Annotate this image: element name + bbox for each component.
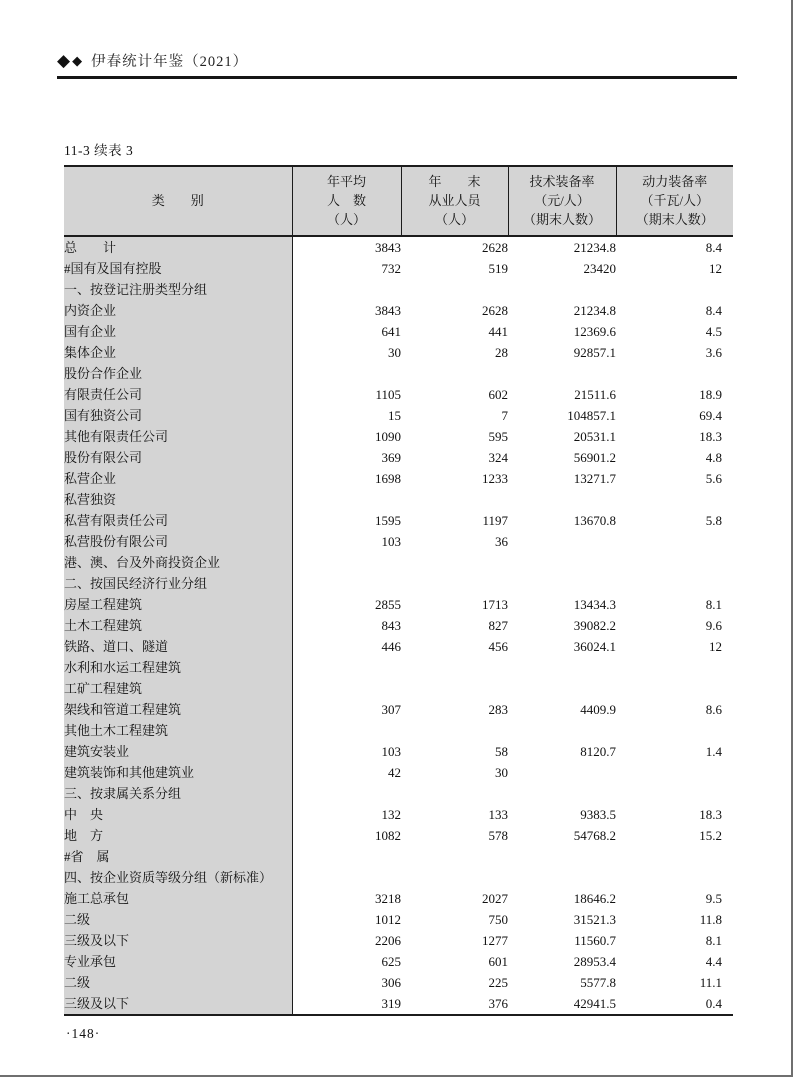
table-row xyxy=(64,888,733,909)
value-cell xyxy=(292,678,401,699)
value-cell: 30 xyxy=(388,345,401,360)
value-cell xyxy=(401,678,508,699)
value-cell: 39082.2 xyxy=(573,618,616,633)
table-row xyxy=(64,405,733,426)
header-line: （期末人数） xyxy=(522,211,601,227)
table-row xyxy=(64,825,733,846)
value-cell: 15 xyxy=(388,408,401,423)
row-label: 建筑安装业 xyxy=(64,741,292,762)
row-label: 国有独资公司 xyxy=(64,405,292,426)
value-cell: 324 xyxy=(488,450,508,465)
header-line: 动力装备率 xyxy=(642,173,708,189)
value-cell xyxy=(616,678,733,699)
value-cell: 21234.8 xyxy=(573,303,616,318)
value-cell: 446 xyxy=(381,639,401,654)
value-cell xyxy=(292,552,401,573)
header-line: （千瓦/人） xyxy=(640,192,710,208)
table-header xyxy=(64,166,733,236)
value-cell xyxy=(616,783,733,804)
row-label: 其他土木工程建筑 xyxy=(64,720,292,741)
row-label: 房屋工程建筑 xyxy=(64,594,292,615)
value-cell: 8.1 xyxy=(705,597,722,612)
value-cell: 54768.2 xyxy=(573,828,616,843)
value-cell xyxy=(616,762,733,783)
row-label: 私营独资 xyxy=(64,489,292,510)
row-label: 内资企业 xyxy=(64,300,292,321)
header-line: 年 末 xyxy=(428,173,481,189)
value-cell: 4.5 xyxy=(705,324,722,339)
table-row xyxy=(64,699,733,720)
value-cell: 5.8 xyxy=(705,513,722,528)
col-category xyxy=(64,166,292,236)
value-cell: 4.4 xyxy=(705,954,722,969)
value-cell xyxy=(292,783,401,804)
value-cell: 225 xyxy=(488,975,508,990)
value-cell xyxy=(616,363,733,384)
row-label: 土木工程建筑 xyxy=(64,615,292,636)
value-cell xyxy=(616,531,733,552)
book-header xyxy=(57,50,737,79)
col-category-label: 类 别 xyxy=(151,192,204,208)
value-cell: 36024.1 xyxy=(573,639,616,654)
value-cell xyxy=(508,531,616,552)
diamond-icon: ◆ xyxy=(57,51,71,70)
value-cell: 306 xyxy=(381,975,401,990)
value-cell xyxy=(292,657,401,678)
table-row xyxy=(64,951,733,972)
header-line: 人 数 xyxy=(326,192,366,208)
value-cell: 1090 xyxy=(375,429,401,444)
value-cell: 2628 xyxy=(482,240,508,255)
row-label: 二级 xyxy=(64,972,292,993)
value-cell: 13670.8 xyxy=(573,513,616,528)
value-cell xyxy=(292,846,401,867)
value-cell xyxy=(401,279,508,300)
value-cell xyxy=(508,783,616,804)
value-cell xyxy=(616,657,733,678)
value-cell xyxy=(292,489,401,510)
value-cell: 1595 xyxy=(375,513,401,528)
value-cell: 1698 xyxy=(375,471,401,486)
header-row xyxy=(64,166,733,236)
value-cell: 8.4 xyxy=(705,303,722,318)
col-yearend-staff xyxy=(401,166,508,236)
value-cell: 28953.4 xyxy=(573,954,616,969)
table-row xyxy=(64,930,733,951)
value-cell: 843 xyxy=(381,618,401,633)
table-row xyxy=(64,552,733,573)
value-cell: 376 xyxy=(488,996,508,1011)
col-annual-average xyxy=(292,166,401,236)
value-cell: 7 xyxy=(501,408,508,423)
row-label: #国有及国有控股 xyxy=(64,258,292,279)
table-row xyxy=(64,741,733,762)
book-title: 伊春统计年鉴（2021） xyxy=(91,54,249,70)
value-cell xyxy=(401,867,508,888)
row-label: 四、按企业资质等级分组（新标准） xyxy=(64,867,292,888)
value-cell: 18.3 xyxy=(699,807,722,822)
value-cell: 69.4 xyxy=(699,408,722,423)
table-body xyxy=(64,236,733,1015)
value-cell: 11.1 xyxy=(699,975,722,990)
table-row xyxy=(64,279,733,300)
row-label: 铁路、道口、隧道 xyxy=(64,636,292,657)
header-line: 年平均 xyxy=(326,173,366,189)
value-cell: 4.8 xyxy=(705,450,722,465)
value-cell: 8.6 xyxy=(705,702,722,717)
value-cell: 58 xyxy=(495,744,508,759)
row-label: 三级及以下 xyxy=(64,930,292,951)
value-cell: 9.5 xyxy=(705,891,722,906)
value-cell: 2206 xyxy=(375,933,401,948)
value-cell: 519 xyxy=(488,261,508,276)
value-cell xyxy=(508,678,616,699)
value-cell xyxy=(401,657,508,678)
value-cell xyxy=(292,279,401,300)
statistics-table xyxy=(64,165,733,1016)
row-label: 水利和水运工程建筑 xyxy=(64,657,292,678)
row-label: 二、按国民经济行业分组 xyxy=(64,573,292,594)
value-cell: 441 xyxy=(488,324,508,339)
row-label: 三级及以下 xyxy=(64,993,292,1015)
table-row xyxy=(64,657,733,678)
value-cell xyxy=(616,489,733,510)
row-label: 三、按隶属关系分组 xyxy=(64,783,292,804)
value-cell: 15.2 xyxy=(699,828,722,843)
value-cell: 31521.3 xyxy=(573,912,616,927)
row-label: 施工总承包 xyxy=(64,888,292,909)
value-cell xyxy=(508,867,616,888)
value-cell xyxy=(401,783,508,804)
value-cell: 12369.6 xyxy=(573,324,616,339)
value-cell xyxy=(508,552,616,573)
value-cell: 12 xyxy=(709,639,722,654)
value-cell: 56901.2 xyxy=(573,450,616,465)
value-cell xyxy=(292,867,401,888)
row-label: 二级 xyxy=(64,909,292,930)
row-label: 国有企业 xyxy=(64,321,292,342)
value-cell: 0.4 xyxy=(705,996,722,1011)
table-row xyxy=(64,300,733,321)
value-cell: 133 xyxy=(488,807,508,822)
col-tech-equipment-rate xyxy=(508,166,616,236)
header-line: （元/人） xyxy=(534,192,590,208)
value-cell xyxy=(616,573,733,594)
value-cell: 30 xyxy=(495,765,508,780)
table-row xyxy=(64,615,733,636)
value-cell: 307 xyxy=(381,702,401,717)
table-row xyxy=(64,594,733,615)
value-cell: 750 xyxy=(488,912,508,927)
value-cell: 18.9 xyxy=(699,387,722,402)
value-cell: 13434.3 xyxy=(573,597,616,612)
table-row xyxy=(64,236,733,258)
value-cell xyxy=(508,363,616,384)
value-cell xyxy=(616,279,733,300)
value-cell: 18.3 xyxy=(699,429,722,444)
value-cell: 2855 xyxy=(375,597,401,612)
table-row xyxy=(64,426,733,447)
value-cell: 8120.7 xyxy=(580,744,616,759)
header-line: （期末人数） xyxy=(635,211,714,227)
table-row xyxy=(64,783,733,804)
table-row xyxy=(64,447,733,468)
row-label: 股份有限公司 xyxy=(64,447,292,468)
row-label: 架线和管道工程建筑 xyxy=(64,699,292,720)
value-cell: 283 xyxy=(488,702,508,717)
row-label: #省 属 xyxy=(64,846,292,867)
row-label: 集体企业 xyxy=(64,342,292,363)
table-row xyxy=(64,384,733,405)
table-row xyxy=(64,489,733,510)
header-line: （人） xyxy=(326,211,366,227)
table-row xyxy=(64,573,733,594)
value-cell: 5.6 xyxy=(705,471,722,486)
value-cell: 42 xyxy=(388,765,401,780)
table-row xyxy=(64,258,733,279)
value-cell: 732 xyxy=(381,261,401,276)
value-cell: 104857.1 xyxy=(567,408,616,423)
value-cell xyxy=(508,762,616,783)
value-cell: 12 xyxy=(709,261,722,276)
value-cell xyxy=(616,867,733,888)
value-cell: 36 xyxy=(495,534,508,549)
table-row xyxy=(64,972,733,993)
value-cell: 103 xyxy=(381,534,401,549)
value-cell: 9.6 xyxy=(705,618,722,633)
value-cell: 1197 xyxy=(482,513,508,528)
value-cell xyxy=(508,279,616,300)
value-cell xyxy=(401,720,508,741)
table-row xyxy=(64,321,733,342)
value-cell: 602 xyxy=(488,387,508,402)
value-cell: 103 xyxy=(381,744,401,759)
value-cell: 369 xyxy=(381,450,401,465)
table-row xyxy=(64,762,733,783)
page-number: ·148· xyxy=(66,1026,101,1041)
value-cell xyxy=(401,846,508,867)
value-cell: 2027 xyxy=(482,891,508,906)
table-row xyxy=(64,846,733,867)
header-line: 从业人员 xyxy=(428,192,481,208)
value-cell: 2628 xyxy=(482,303,508,318)
row-label: 私营有限责任公司 xyxy=(64,510,292,531)
value-cell: 1277 xyxy=(482,933,508,948)
row-label: 一、按登记注册类型分组 xyxy=(64,279,292,300)
value-cell xyxy=(292,573,401,594)
table-row xyxy=(64,804,733,825)
row-label: 中 央 xyxy=(64,804,292,825)
row-label: 私营企业 xyxy=(64,468,292,489)
header-line: （人） xyxy=(434,211,474,227)
value-cell: 8.1 xyxy=(705,933,722,948)
row-label: 股份合作企业 xyxy=(64,363,292,384)
table-row xyxy=(64,363,733,384)
row-label: 私营股份有限公司 xyxy=(64,531,292,552)
value-cell xyxy=(401,363,508,384)
value-cell: 319 xyxy=(381,996,401,1011)
value-cell: 1105 xyxy=(375,387,401,402)
table-row xyxy=(64,720,733,741)
value-cell xyxy=(508,489,616,510)
value-cell: 625 xyxy=(381,954,401,969)
table-row xyxy=(64,531,733,552)
value-cell xyxy=(616,846,733,867)
value-cell xyxy=(401,573,508,594)
value-cell xyxy=(508,846,616,867)
table-row xyxy=(64,867,733,888)
value-cell: 1012 xyxy=(375,912,401,927)
value-cell: 601 xyxy=(488,954,508,969)
table-row xyxy=(64,993,733,1015)
value-cell: 9383.5 xyxy=(580,807,616,822)
table-caption: 11-3 续表 3 xyxy=(64,143,134,158)
row-label: 港、澳、台及外商投资企业 xyxy=(64,552,292,573)
value-cell: 1082 xyxy=(375,828,401,843)
value-cell: 641 xyxy=(381,324,401,339)
table-row xyxy=(64,678,733,699)
value-cell: 1233 xyxy=(482,471,508,486)
value-cell: 1.4 xyxy=(705,744,722,759)
value-cell: 456 xyxy=(488,639,508,654)
value-cell: 132 xyxy=(381,807,401,822)
value-cell: 11.8 xyxy=(699,912,722,927)
row-label: 工矿工程建筑 xyxy=(64,678,292,699)
table-row xyxy=(64,909,733,930)
value-cell xyxy=(616,720,733,741)
diamond-icon: ◆ xyxy=(72,53,83,68)
header-line: 技术装备率 xyxy=(529,173,595,189)
row-label: 有限责任公司 xyxy=(64,384,292,405)
value-cell: 595 xyxy=(488,429,508,444)
value-cell: 20531.1 xyxy=(573,429,616,444)
value-cell: 21234.8 xyxy=(573,240,616,255)
row-label: 专业承包 xyxy=(64,951,292,972)
table-row xyxy=(64,342,733,363)
row-label: 建筑装饰和其他建筑业 xyxy=(64,762,292,783)
value-cell: 28 xyxy=(495,345,508,360)
value-cell: 1713 xyxy=(482,597,508,612)
value-cell: 5577.8 xyxy=(580,975,616,990)
value-cell: 8.4 xyxy=(705,240,722,255)
value-cell: 23420 xyxy=(583,261,616,276)
table-row xyxy=(64,468,733,489)
value-cell: 3.6 xyxy=(705,345,722,360)
value-cell: 11560.7 xyxy=(574,933,616,948)
col-power-equipment-rate xyxy=(616,166,733,236)
table-row xyxy=(64,510,733,531)
value-cell: 3843 xyxy=(375,240,401,255)
value-cell xyxy=(401,552,508,573)
value-cell: 3843 xyxy=(375,303,401,318)
value-cell: 13271.7 xyxy=(573,471,616,486)
value-cell xyxy=(401,489,508,510)
value-cell: 92857.1 xyxy=(573,345,616,360)
value-cell: 827 xyxy=(488,618,508,633)
row-label: 总 计 xyxy=(64,236,292,258)
row-label: 其他有限责任公司 xyxy=(64,426,292,447)
value-cell xyxy=(508,720,616,741)
table-row xyxy=(64,636,733,657)
value-cell xyxy=(616,552,733,573)
value-cell: 42941.5 xyxy=(573,996,616,1011)
value-cell: 3218 xyxy=(375,891,401,906)
value-cell xyxy=(292,720,401,741)
value-cell: 18646.2 xyxy=(573,891,616,906)
value-cell xyxy=(508,573,616,594)
value-cell: 21511.6 xyxy=(574,387,616,402)
value-cell xyxy=(508,657,616,678)
value-cell: 4409.9 xyxy=(580,702,616,717)
value-cell: 578 xyxy=(488,828,508,843)
row-label: 地 方 xyxy=(64,825,292,846)
value-cell xyxy=(292,363,401,384)
